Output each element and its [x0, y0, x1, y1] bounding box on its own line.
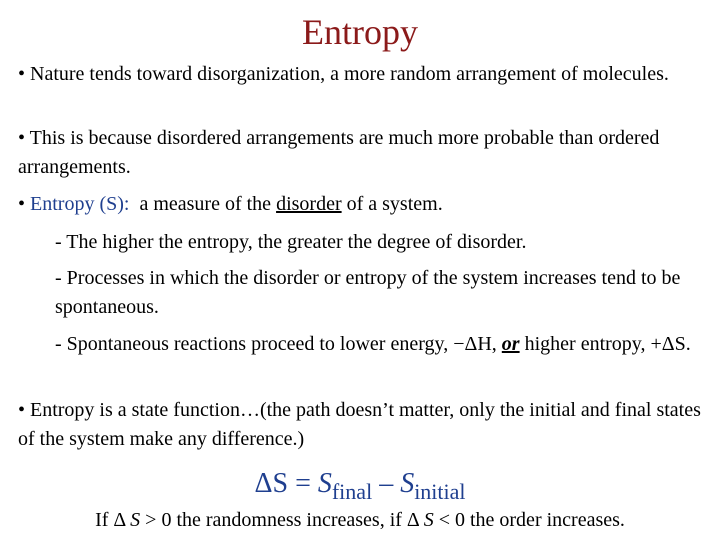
note-part2: > 0 the randomness increases, if Δ: [140, 509, 424, 531]
sub-spontaneous-processes: - Processes in which the disorder or entropy of the system increases tend to be spontaneous.: [55, 267, 681, 318]
minus-sign: –: [372, 468, 401, 499]
s-final-symbol: S: [317, 468, 332, 499]
bullet-entropy-definition: [18, 190, 708, 219]
note-part1: If Δ: [95, 509, 131, 531]
note-s1: S: [130, 509, 141, 531]
s-initial-symbol: S: [400, 468, 415, 499]
final-subscript: final: [331, 479, 373, 504]
delta-s: ΔS: [254, 468, 289, 499]
note-part3: < 0 the order increases.: [433, 509, 625, 531]
initial-subscript: initial: [414, 479, 466, 504]
reactions-text: - Spontaneous reactions proceed to lower energy, −ΔH,: [55, 333, 502, 355]
sub-higher-entropy: - The higher the entropy, the greater the degree of disorder.: [55, 231, 527, 253]
or-emphasis: or: [501, 333, 520, 355]
randomness-note: [0, 506, 720, 534]
entropy-formula: [0, 466, 720, 503]
bullet-prefix: •: [18, 193, 31, 215]
definition-suffix: of a system.: [341, 193, 443, 215]
sub-spontaneous-reactions: [55, 330, 715, 359]
slide-title: Entropy: [302, 12, 418, 52]
disorder-word: disorder: [276, 193, 342, 215]
equals-sign: =: [288, 468, 318, 499]
note-s2: S: [423, 509, 434, 531]
bullet-state-function: • Entropy is a state function…(the path doesn’t matter, only the initial and final states of the system make any difference.): [18, 399, 701, 450]
entropy-term: Entropy (S):: [30, 193, 130, 215]
bullet-nature-disorganization: • Nature tends toward disorganization, a more random arrangement of molecules.: [18, 63, 669, 85]
bullet-probability: • This is because disordered arrangements are much more probable than ordered arrangements.: [18, 127, 660, 178]
reactions-suffix: higher entropy, +ΔS.: [519, 333, 691, 355]
definition-text: a measure of the: [129, 193, 277, 215]
